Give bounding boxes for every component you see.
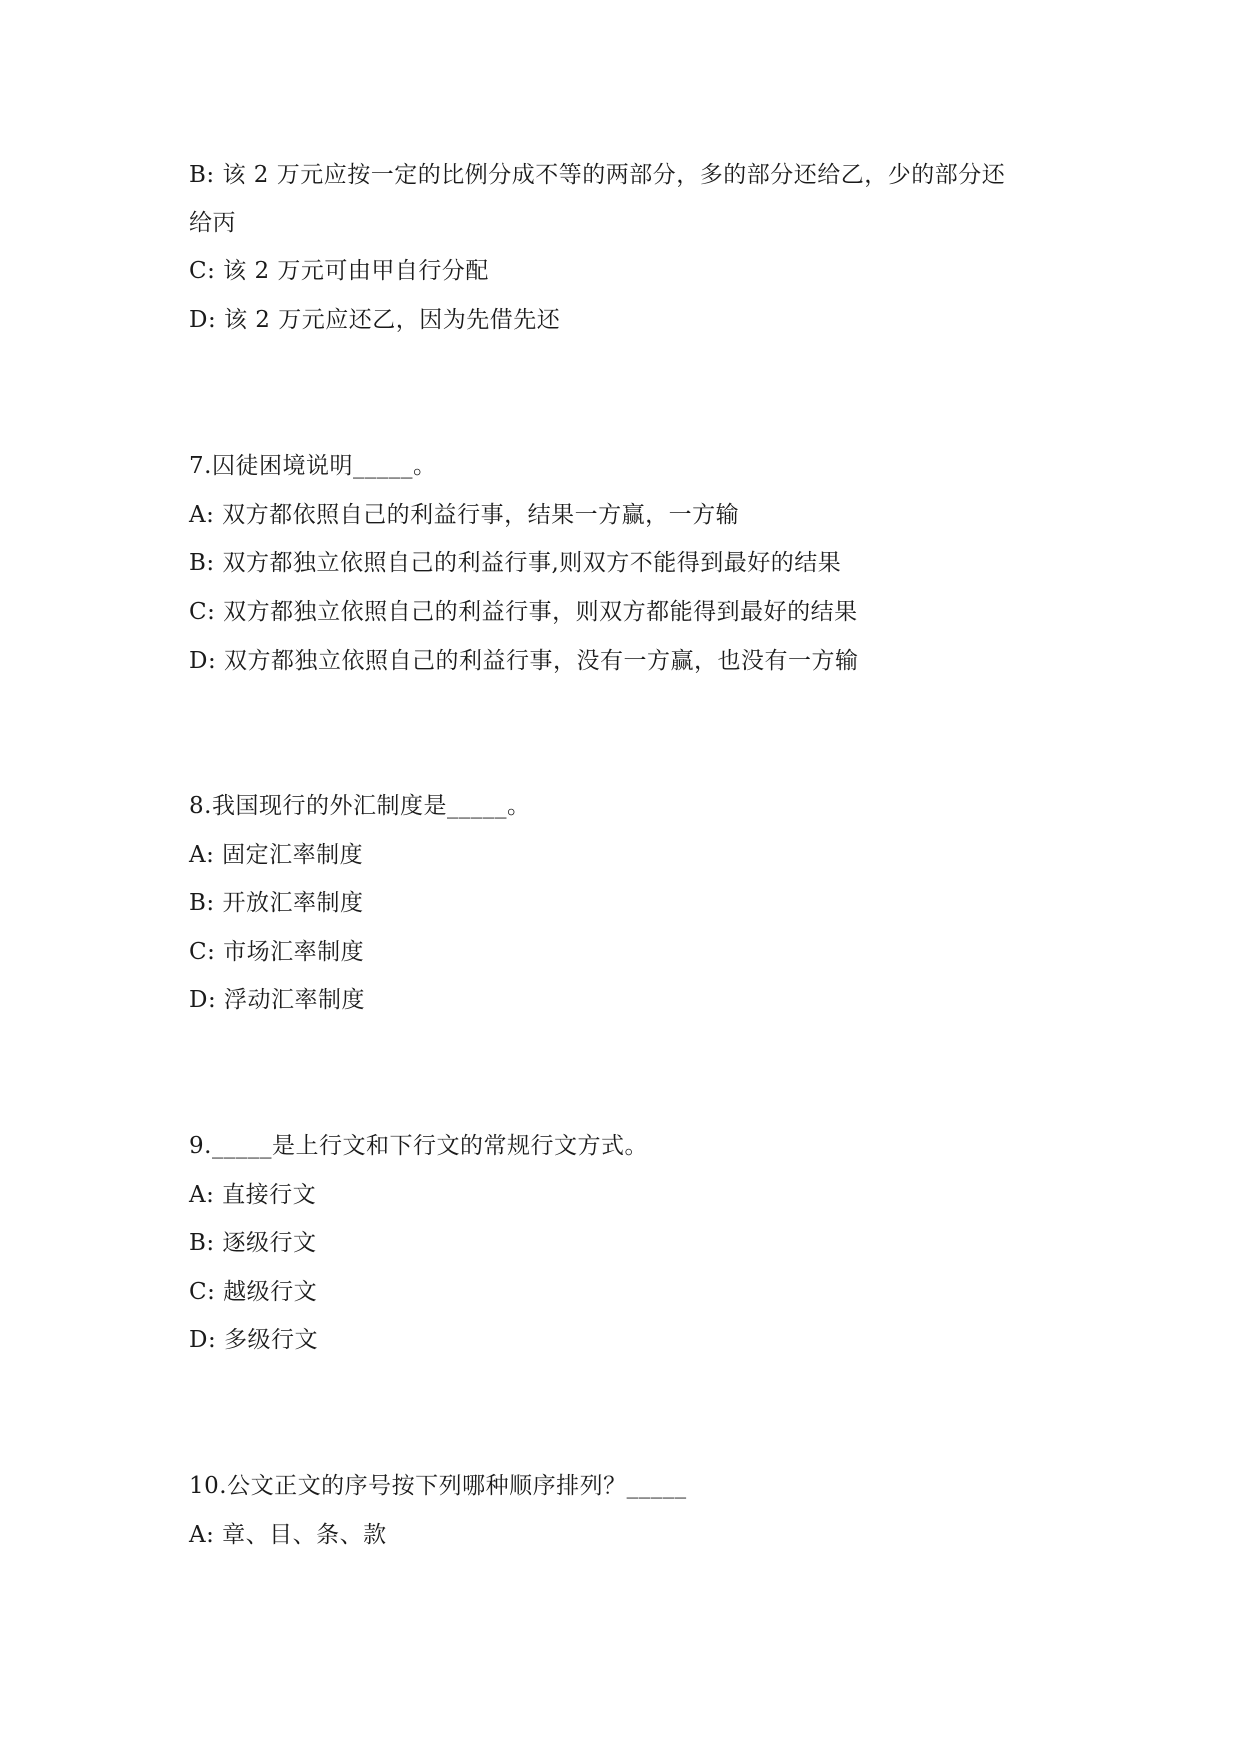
q7-option-c: C: 双方都独立依照自己的利益行事，则双方都能得到最好的结果 — [189, 599, 858, 625]
q7-option-b: B: 双方都独立依照自己的利益行事,则双方不能得到最好的结果 — [189, 550, 842, 576]
q8-option-d: D: 浮动汇率制度 — [189, 987, 366, 1013]
q7-option-d: D: 双方都独立依照自己的利益行事，没有一方赢，也没有一方输 — [189, 648, 859, 674]
q7-question: 7.囚徒困境说明_____。 — [189, 453, 437, 479]
q8-question: 8.我国现行的外汇制度是_____。 — [189, 793, 531, 819]
q6-option-d: D: 该 2 万元应还乙，因为先借先还 — [189, 307, 561, 333]
q8-option-c: C: 市场汇率制度 — [189, 939, 365, 965]
q6-option-b-line2: 给丙 — [189, 210, 236, 236]
q9-option-b: B: 逐级行文 — [189, 1230, 317, 1256]
q9-option-d: D: 多级行文 — [189, 1327, 319, 1353]
q9-question: 9._____是上行文和下行文的常规行文方式。 — [189, 1133, 648, 1159]
q8-option-b: B: 开放汇率制度 — [189, 890, 364, 916]
q9-option-c: C: 越级行文 — [189, 1279, 318, 1305]
q10-question: 10.公文正文的序号按下列哪种顺序排列？_____ — [189, 1473, 687, 1499]
q8-option-a: A: 固定汇率制度 — [189, 842, 364, 868]
q6-option-b-line1: B: 该 2 万元应按一定的比例分成不等的两部分，多的部分还给乙，少的部分还 — [189, 162, 1006, 188]
q9-option-a: A: 直接行文 — [189, 1182, 317, 1208]
q7-option-a: A: 双方都依照自己的利益行事，结果一方赢，一方输 — [189, 502, 740, 528]
q10-option-a: A: 章、目、条、款 — [189, 1522, 387, 1548]
q6-option-c: C: 该 2 万元可由甲自行分配 — [189, 258, 489, 284]
